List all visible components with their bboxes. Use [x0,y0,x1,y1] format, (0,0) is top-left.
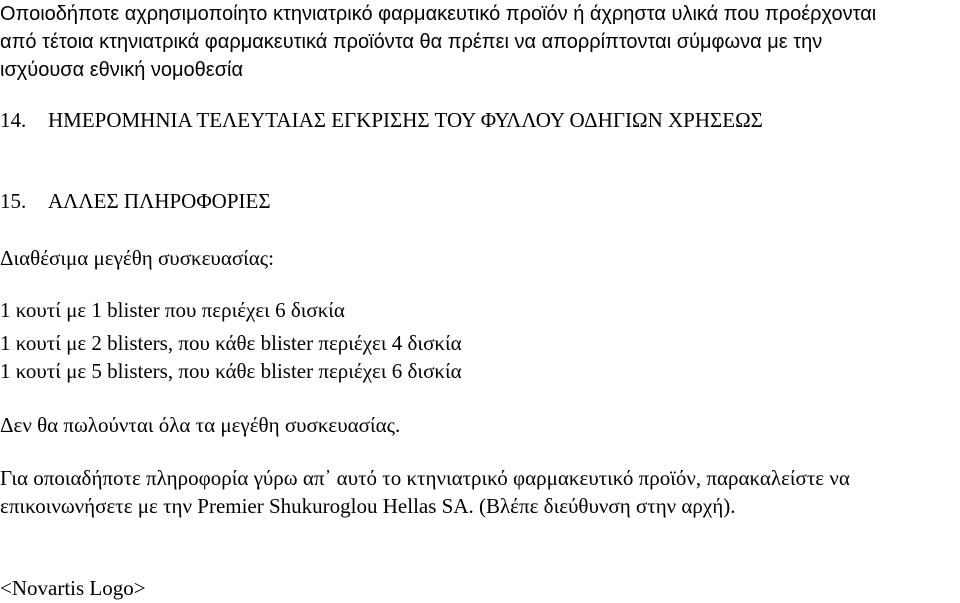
section-15-title: ΑΛΛΕΣ ΠΛΗΡΟΦΟΡΙΕΣ [48,189,271,213]
pack-sizes-note: Δεν θα πωλούνται όλα τα μεγέθη συσκευασίας. [0,413,401,437]
section-15-heading [0,191,271,212]
disposal-text-line-2: από τέτοια κτηνιατρικά φαρμακευτικά προϊόντα θα πρέπει να απορρίπτονται σύμφωνα με την [0,31,823,53]
section-14-heading [0,110,763,131]
section-14-title: ΗΜΕΡΟΜΗΝΙΑ ΤΕΛΕΥΤΑΙΑΣ ΕΓΚΡΙΣΗΣ ΤΟΥ ΦΥΛΛΟΥ ΟΔΗΓΙΩΝ ΧΡΗΣΕΩΣ [48,108,763,132]
contact-text-line-1: Για οποιαδήποτε πληροφορία γύρω απ᾽ αυτό το κτηνιατρικό φαρμακευτικό προϊόν, παρακαλείστε να [0,466,850,490]
novartis-logo-placeholder: <Novartis Logo> [0,576,146,600]
contact-text-line-2: επικοινωνήσετε με την Premier Shukuroglou Hellas SA. (Βλέπε διεύθυνση στην αρχή). [0,494,736,518]
pack-size-item-1: 1 κουτί με 1 blister που περιέχει 6 δισκία [0,298,345,322]
pack-sizes-intro: Διαθέσιμα μεγέθη συσκευασίας: [0,246,274,270]
section-14-number: 14. [0,108,27,132]
disposal-text-line-3: ισχύουσα εθνική νομοθεσία [0,59,244,81]
pack-size-item-3: 1 κουτί με 5 blisters, που κάθε blister περιέχει 6 δισκία [0,359,462,383]
section-15-number: 15. [0,189,27,213]
disposal-text-line-1: Οποιοδήποτε αχρησιμοποίητο κτηνιατρικό φαρμακευτικό προϊόν ή άχρηστα υλικά που προέρχονται [0,3,877,25]
pack-size-item-2: 1 κουτί με 2 blisters, που κάθε blister περιέχει 4 δισκία [0,331,462,355]
